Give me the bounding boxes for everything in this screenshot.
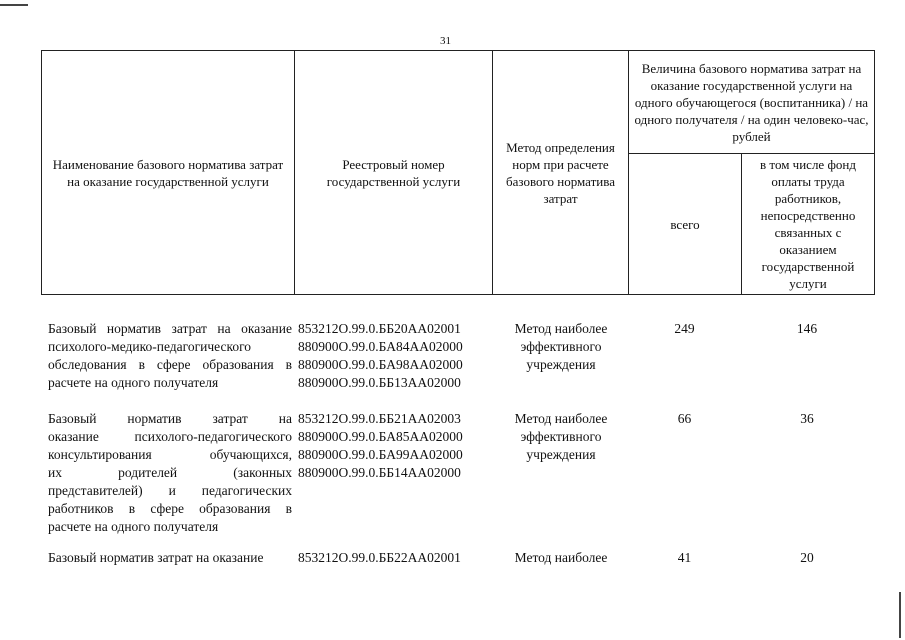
header-value-group: Величина базового норматива затрат на оказание государственной услуги на одного обучающегося (воспитанника) / на одного получателя / на один человеко-час, рублей	[634, 60, 869, 144]
row2-total: 66	[677, 411, 692, 426]
scan-mark-top-left	[0, 4, 28, 6]
row2-codes: 853212О.99.0.ББ21АА02003 880900О.99.0.БА85АА02000 880900О.99.0.БА99АА02000 880900О.99.0.ББ14АА02000	[298, 411, 463, 480]
row2-method: Метод наиболее эффективного учреждения	[514, 411, 608, 462]
row1-wage: 146	[796, 321, 818, 336]
page-number: 31	[440, 35, 451, 47]
row3-codes: 853212О.99.0.ББ22АА02001	[298, 550, 461, 565]
row1-total: 249	[674, 321, 695, 336]
header-wage-fund: в том числе фонд оплаты труда работников, непосредственно связанных с оказанием государственной услуги	[760, 157, 856, 291]
header-method: Метод определения норм при расчете базового норматива затрат	[493, 51, 629, 294]
scan-mark-right-edge	[899, 592, 901, 638]
header-registry-number: Реестровый номер государственной услуги	[295, 51, 493, 294]
row3-total: 41	[677, 550, 692, 565]
row3-name: Базовый норматив затрат на оказание	[48, 550, 264, 565]
row2-wage: 36	[800, 411, 814, 426]
header-name: Наименование базового норматива затрат на оказание государственной услуги	[42, 51, 295, 294]
header-total: всего	[629, 154, 742, 294]
row3-method: Метод наиболее	[514, 550, 608, 565]
row2-name: Базовый норматив затрат на оказание психолого-педагогического консультирования обучающихся, их родителей (законных представителей) и педагогических работников в сфере образования в расчете на одного получателя	[48, 411, 292, 534]
table-header	[41, 50, 875, 295]
row1-codes: 853212О.99.0.ББ20АА02001 880900О.99.0.БА84АА02000 880900О.99.0.БА98АА02000 880900О.99.0.ББ13АА02000	[298, 321, 463, 390]
row3-wage: 20	[800, 550, 814, 565]
row1-method: Метод наиболее эффективного учреждения	[514, 321, 608, 372]
row1-name: Базовый норматив затрат на оказание психолого-медико-педагогического обследования в сфере образования в расчете на одного получателя	[48, 321, 292, 390]
